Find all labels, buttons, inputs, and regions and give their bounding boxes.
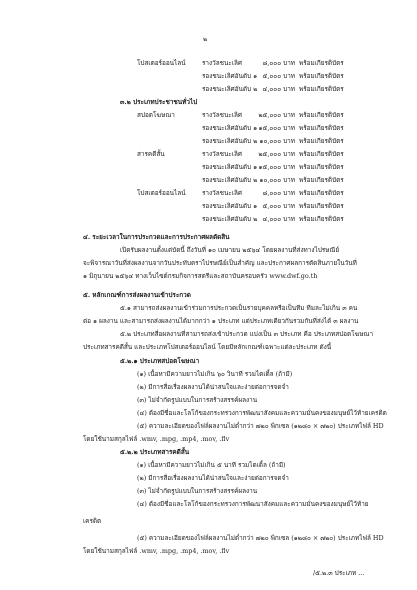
prize-category: สารคดีสั้น xyxy=(137,150,165,158)
paragraph-line: ๕.๒ ประเภทสื่อผลงานที่สามารถส่งเข้าประกวด แบ่งเป็น ๓ ประเภท คือ ประเภทสปอตโฆษณา xyxy=(120,330,374,338)
subsection-heading: ๕.๒.๑ ประเภทสปอตโฆษณา xyxy=(120,357,200,365)
list-item: (๓) ไม่จำกัดรูปแบบในการสร้างสรรค์ผลงาน xyxy=(137,487,258,495)
section-heading: ๕. หลักเกณฑ์การส่งผลงานเข้าประกวด xyxy=(83,291,191,299)
list-item: (๒) มีการสื่อเรื่องผลงานได้น่าสนใจและง่ายต่อการจดจำ xyxy=(137,474,289,482)
prize-amount: ๑๕,๐๐๐ บาท xyxy=(258,163,295,171)
prize-rank: รางวัลชนะเลิศ xyxy=(202,59,242,67)
subsection-heading: ๕.๒.๒ ประเภทสารคดีสั้น xyxy=(120,448,190,456)
paragraph-line: เปิดรับผลงานตั้งแต่บัดนี้ ถึงวันที่ ๑๐ เมษายน ๒๕๖๔ โดยผลงานที่ส่งทางไปรษณีย์ xyxy=(120,246,340,254)
prize-category: โปสเตอร์ออนไลน์ xyxy=(137,189,186,197)
prize-note: พร้อมเกียรติบัตร xyxy=(299,72,344,80)
list-item: (๑) เนื้อหามีความยาวไม่เกิน ๖๐ วินาที รวมไตเติ้ล (ถ้ามี) xyxy=(137,370,293,378)
list-item: (๔) ต้องมีชื่อและโลโก้ของกระทรวงการพัฒนาสังคมและความมั่นคงของมนุษย์ไว้ท้าย xyxy=(137,500,369,508)
prize-note: พร้อมเกียรติบัตร xyxy=(299,202,344,210)
prize-rank: รองชนะเลิศอันดับ ๒ xyxy=(202,176,258,184)
prize-rank: รองชนะเลิศอันดับ ๑ xyxy=(202,124,258,132)
prize-amount: ๕,๐๐๐ บาท xyxy=(262,202,295,210)
paragraph-line: ๕.๑ สามารถส่งผลงานเข้าร่วมการประกวดเป็นรายบุคคลหรือเป็นทีม ทีมละไม่เกิน ๓ คน xyxy=(120,304,358,312)
prize-note: พร้อมเกียรติบัตร xyxy=(299,111,344,119)
prize-note: พร้อมเกียรติบัตร xyxy=(299,85,344,93)
list-item: (๕) ความละเอียดของไฟล์ผลงานไม่ต่ำกว่า ๗๒๐ พิกเซล (๑๒๘๐ × ๗๒๐) ประเภทไฟล์ HD xyxy=(137,422,384,430)
prize-amount: ๒๕,๐๐๐ บาท xyxy=(258,111,295,119)
prize-note: พร้อมเกียรติบัตร xyxy=(299,163,344,171)
prize-note: พร้อมเกียรติบัตร xyxy=(299,189,344,197)
list-item: (๑) เนื้อหามีความยาวไม่เกิน ๕ นาที รวมไตเติ้ล (ถ้ามี) xyxy=(137,461,286,469)
list-item: (๕) ความละเอียดของไฟล์ผลงานไม่ต่ำกว่า ๗๒๐ พิกเซล (๑๒๘๐ × ๗๒๐) ประเภทไฟล์ HD xyxy=(137,534,384,542)
prize-amount: ๑๕,๐๐๐ บาท xyxy=(258,124,295,132)
continuation-marker: /๕.๒.๓ ประเภท ... xyxy=(313,569,365,577)
prize-note: พร้อมเกียรติบัตร xyxy=(299,59,344,67)
prize-note: พร้อมเกียรติบัตร xyxy=(299,124,344,132)
prize-rank: รองชนะเลิศอันดับ ๑ xyxy=(202,163,258,171)
prize-note: พร้อมเกียรติบัตร xyxy=(299,176,344,184)
prize-note: พร้อมเกียรติบัตร xyxy=(299,215,344,223)
section-heading: ๓.๒ ประเภทประชาชนทั่วไป xyxy=(120,98,198,106)
prize-note: พร้อมเกียรติบัตร xyxy=(299,150,344,158)
prize-amount: ๑๐,๐๐๐ บาท xyxy=(259,137,295,145)
prize-rank: รองชนะเลิศอันดับ ๑ xyxy=(202,72,258,80)
paragraph-line: โดยใช้นามสกุลไฟล์ .wmv, .mpg, .mp4, .mov, .flv xyxy=(83,547,230,555)
prize-amount: ๒๕,๐๐๐ บาท xyxy=(258,150,295,158)
paragraph-line: จะพิจารณาวันที่ส่งผลงานจากวันประทับตราไปรษณีย์เป็นสำคัญ และประกาศผลการตัดสินภายในวันที่ xyxy=(83,259,357,267)
prize-amount: ๘,๐๐๐ บาท xyxy=(262,59,295,67)
prize-rank: รองชนะเลิศอันดับ ๒ xyxy=(202,85,258,93)
prize-rank: รางวัลชนะเลิศ xyxy=(202,189,242,197)
paragraph-line: ๑ มิถุนายน ๒๕๖๔ ทางเว็บไซต์กรมกิจการสตรีและสถาบันครอบครัว www.dwf.go.th xyxy=(83,272,318,280)
page-number: ๒ xyxy=(203,35,208,43)
prize-rank: รองชนะเลิศอันดับ ๒ xyxy=(202,137,258,145)
prize-category: โปสเตอร์ออนไลน์ xyxy=(137,59,186,67)
prize-amount: ๕,๐๐๐ บาท xyxy=(262,72,295,80)
paragraph-line: ต่อ ๑ ผลงาน และสามารถส่งผลงานได้มากกว่า ๑ ประเภท แต่ประเภทเดียวกันรวมกันที่ส่งได้ ๓ ผลงาน xyxy=(83,317,359,325)
prize-note: พร้อมเกียรติบัตร xyxy=(299,137,344,145)
prize-rank: รางวัลชนะเลิศ xyxy=(202,111,242,119)
prize-rank: รองชนะเลิศอันดับ ๑ xyxy=(202,202,258,210)
prize-rank: รางวัลชนะเลิศ xyxy=(202,150,242,158)
paragraph-line: เครดิต xyxy=(83,517,102,525)
paragraph-line: โดยใช้นามสกุลไฟล์ .wmv, .mpg, .mp4, .mov, .flv xyxy=(83,435,230,443)
prize-amount: ๑๐,๐๐๐ บาท xyxy=(259,176,295,184)
prize-amount: ๘,๐๐๐ บาท xyxy=(262,189,295,197)
prize-amount: ๔,๐๐๐ บาท xyxy=(262,215,295,223)
list-item: (๓) ไม่จำกัดรูปแบบในการสร้างสรรค์ผลงาน xyxy=(137,396,258,404)
prize-category: สปอตโฆษณา xyxy=(137,111,175,119)
paragraph-line: ประเภทสารคดีสั้น และประเภทโปสเตอร์ออนไลน์ โดยมีหลักเกณฑ์เฉพาะแต่ละประเภท ดังนี้ xyxy=(83,343,332,351)
list-item: (๔) ต้องมีชื่อและโลโก้ของกระทรวงการพัฒนาสังคมและความมั่นคงของมนุษย์ไว้ท้ายเครดิต xyxy=(137,409,387,417)
prize-amount: ๔,๐๐๐ บาท xyxy=(262,85,295,93)
list-item: (๒) มีการสื่อเรื่องผลงานได้น่าสนใจและง่ายต่อการจดจำ xyxy=(137,383,289,391)
prize-rank: รองชนะเลิศอันดับ ๒ xyxy=(202,215,258,223)
section-heading: ๔. ระยะเวลาในการประกวดและการประกาศผลตัดสิน xyxy=(83,233,230,241)
